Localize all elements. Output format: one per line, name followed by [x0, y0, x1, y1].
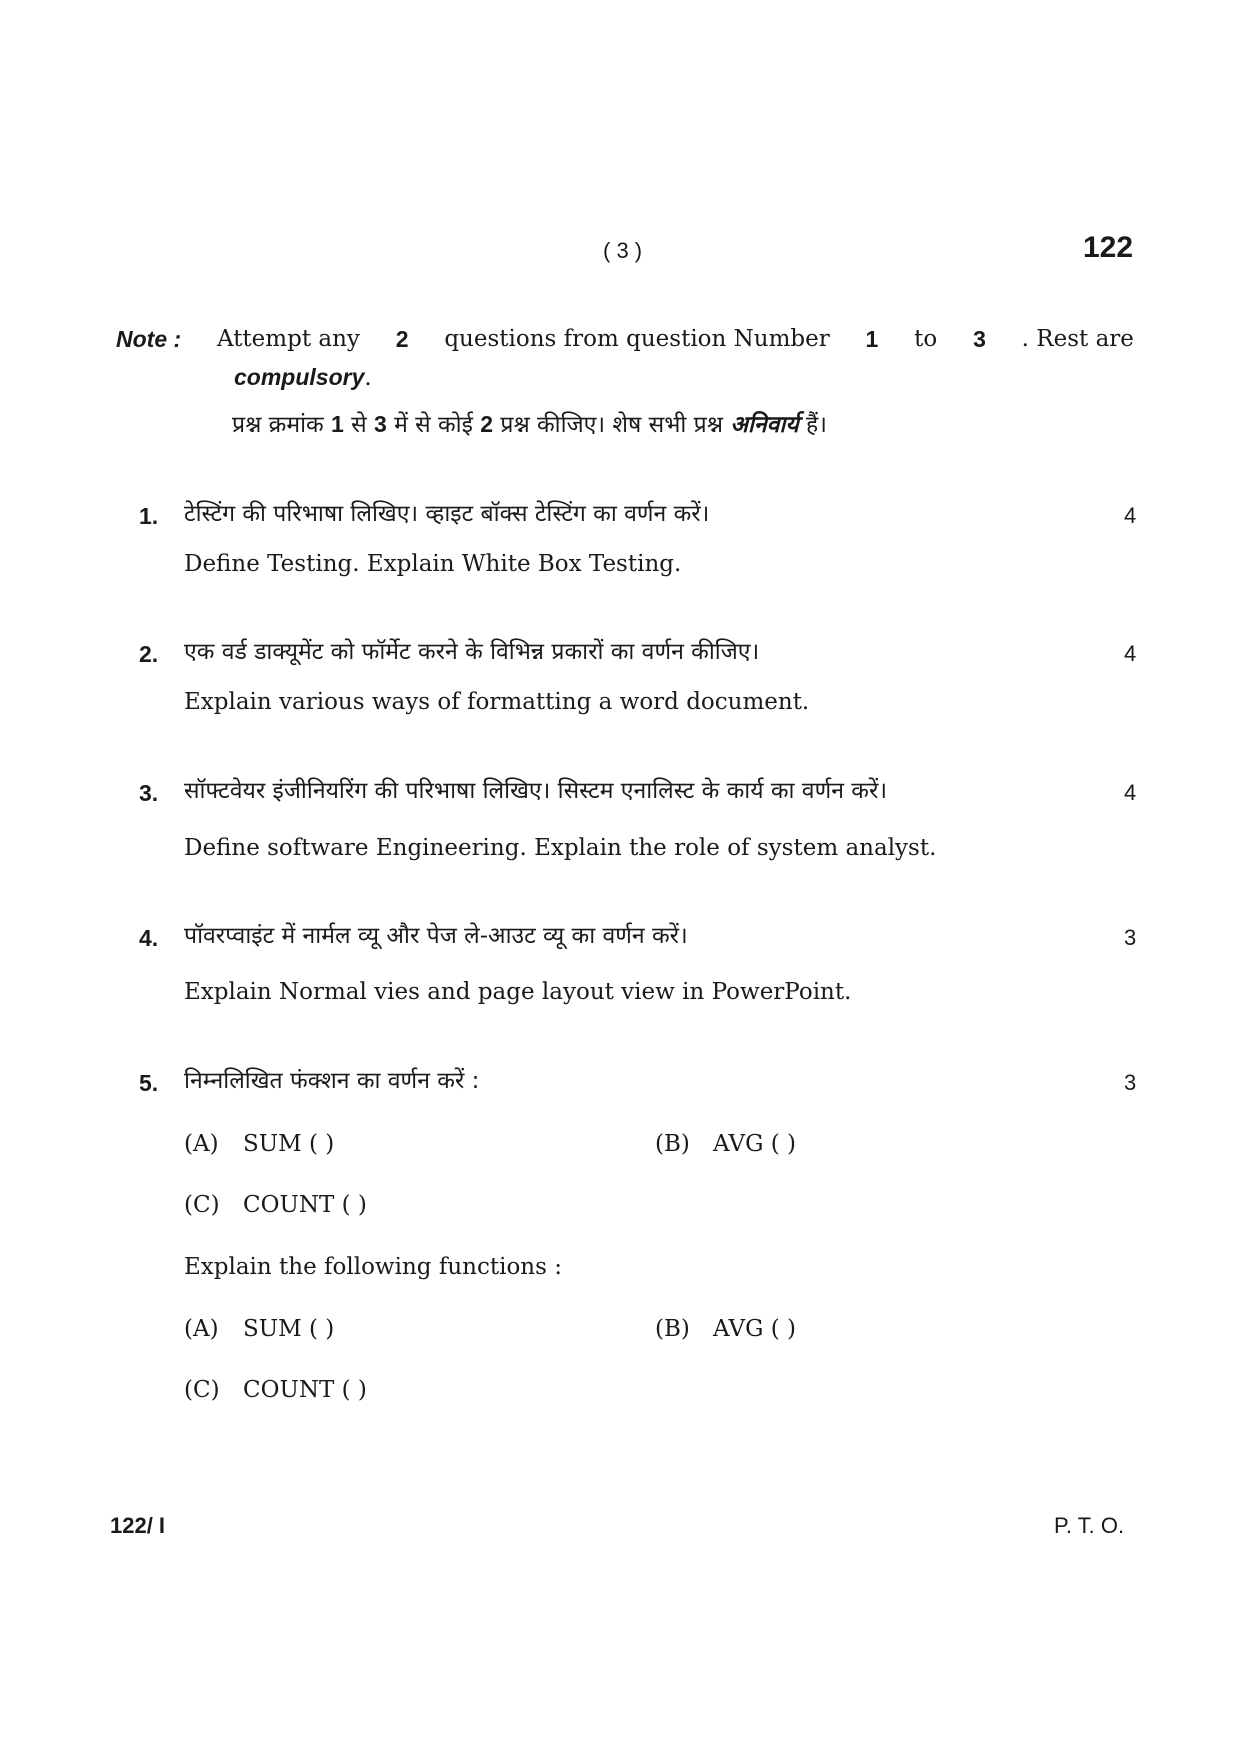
- question-number: 2.: [139, 641, 159, 667]
- question-hindi: टेस्टिंग की परिभाषा लिखिए। व्हाइट बॉक्स टेस्टिंग का वर्णन करें।: [184, 501, 710, 527]
- question-english: Explain various ways of formatting a word document.: [184, 689, 810, 715]
- option-text: AVG ( ): [713, 1316, 797, 1342]
- question-hindi: एक वर्ड डाक्यूमेंट को फॉर्मेट करने के विभिन्न प्रकारों का वर्णन कीजिए।: [184, 639, 760, 665]
- question-number: 3.: [139, 780, 159, 806]
- note-english-line2: compulsory.: [234, 364, 372, 391]
- option-text: SUM ( ): [243, 1316, 335, 1342]
- question-hindi: निम्नलिखित फंक्शन का वर्णन करें :: [184, 1068, 480, 1094]
- note-english: Note : Attempt any 2 questions from question Number 1 to 3 . Rest are: [116, 326, 1134, 352]
- question-marks: 3: [1124, 1070, 1137, 1095]
- note-hindi: प्रश्न क्रमांक 1 से 3 में से कोई 2 प्रश्न कीजिए। शेष सभी प्रश्न अनिवार्य हैं।: [232, 411, 827, 438]
- footer-pto: P. T. O.: [1054, 1513, 1125, 1538]
- question-hindi: पॉवरप्वाइंट में नार्मल व्यू और पेज ले-आउट व्यू का वर्णन करें।: [184, 923, 688, 949]
- paper-code: 122: [1083, 231, 1134, 264]
- note-label: Note :: [116, 326, 182, 352]
- option-text: SUM ( ): [243, 1131, 335, 1157]
- question-marks: 3: [1124, 925, 1137, 950]
- option-text: COUNT ( ): [243, 1192, 367, 1218]
- option-label: (B): [655, 1131, 690, 1157]
- question-marks: 4: [1124, 780, 1137, 805]
- option-label: (B): [655, 1316, 690, 1342]
- option-label: (C): [184, 1377, 220, 1403]
- question-marks: 4: [1124, 503, 1137, 528]
- option-label: (A): [184, 1131, 219, 1157]
- page-number: ( 3 ): [603, 238, 643, 263]
- question-english: Explain the following functions :: [184, 1254, 562, 1280]
- question-english: Explain Normal vies and page layout view in PowerPoint.: [184, 979, 852, 1005]
- question-marks: 4: [1124, 641, 1137, 666]
- question-hindi: सॉफ्टवेयर इंजीनियरिंग की परिभाषा लिखिए। सिस्टम एनालिस्ट के कार्य का वर्णन करें।: [184, 778, 888, 804]
- footer-code: 122/ I: [110, 1513, 166, 1538]
- option-text: COUNT ( ): [243, 1377, 367, 1403]
- question-english: Define software Engineering. Explain the role of system analyst.: [184, 835, 937, 861]
- question-english: Define Testing. Explain White Box Testing.: [184, 551, 682, 577]
- question-number: 1.: [139, 503, 159, 529]
- question-number: 4.: [139, 925, 159, 951]
- option-label: (C): [184, 1192, 220, 1218]
- question-number: 5.: [139, 1070, 159, 1096]
- option-label: (A): [184, 1316, 219, 1342]
- option-text: AVG ( ): [713, 1131, 797, 1157]
